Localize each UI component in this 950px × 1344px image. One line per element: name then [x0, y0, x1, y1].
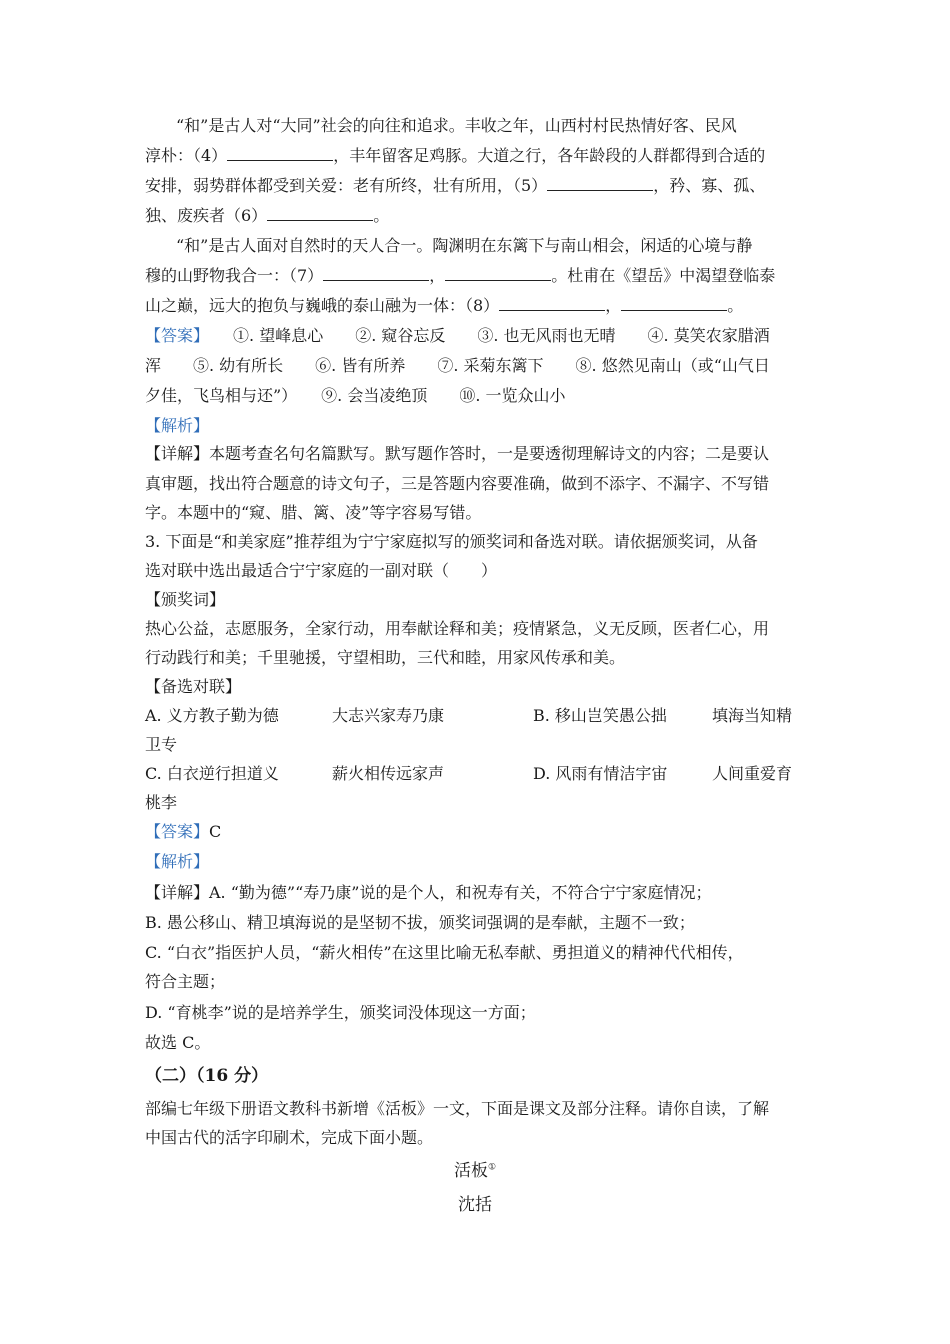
para2-line2: [145, 266, 775, 286]
answer-value: C: [209, 822, 222, 841]
answer-text: ①. 望峰息心 ②. 窥谷忘反 ③. 也无风雨也无晴 ④. 莫笑农家腊酒: [233, 326, 770, 345]
text: 穆的山野物我合一：（7）: [145, 266, 324, 285]
option-c-upper[interactable]: C. 白衣逆行担道义: [145, 764, 279, 783]
answer1-line3: 夕佳，飞鸟相与还”） ⑨. 会当凌绝顶 ⑩. 一览众山小: [145, 386, 566, 405]
para1-line4: [145, 206, 389, 226]
award-line1: 热心公益，志愿服务，全家行动，用奉献诠释和美；疫情紧急，义无反顾，医者仁心，用: [145, 619, 770, 638]
option-d-lower-cont: 桃李: [145, 793, 178, 812]
text: 山之巅，远大的抱负与巍峨的泰山融为一体：（8）: [145, 296, 500, 315]
answer-tag: 【答案】: [145, 326, 210, 345]
para1-line3: [145, 176, 765, 196]
analysis2-line1: 【详解】A. “勤为德”“寿乃康”说的是个人，和祝寿有关，不符合宁宁家庭情况；: [145, 883, 712, 902]
article-title: [0, 1156, 950, 1181]
text: ，丰年留客足鸡豚。大道之行，各年龄段的人群都得到合适的: [333, 146, 766, 165]
para1-line1: “和”是古人对“大同”社会的向往和追求。丰收之年，山西村村民热情好客、民风: [176, 116, 737, 135]
fill-blank-4[interactable]: [227, 146, 333, 161]
option-a-upper[interactable]: A. 义方教子勤为德: [145, 706, 279, 725]
couplet-title: 【备选对联】: [145, 677, 242, 696]
option-c-lower: 薪火相传远家声: [332, 764, 445, 783]
fill-blank-6[interactable]: [267, 206, 373, 221]
text: ，矜、寡、孤、: [653, 176, 766, 195]
answer2-line: [145, 822, 221, 842]
fill-blank-8b[interactable]: [621, 296, 727, 311]
q3-line1: 3. 下面是“和美家庭”推荐组为宁宁家庭拟写的颁奖词和备选对联。请依据颁奖词，从备: [145, 532, 758, 551]
award-title: 【颁奖词】: [145, 590, 226, 609]
text: ，: [429, 266, 446, 285]
option-b-lower: 填海当知精: [712, 706, 793, 725]
text: 安排，弱势群体都受到关爱：老有所终，壮有所用，（5）: [145, 176, 548, 195]
section-heading: （二）（16 分）: [145, 1066, 269, 1086]
analysis-tag: 【解析】: [145, 416, 210, 435]
text: 。: [373, 206, 390, 225]
option-b-lower-cont: 卫专: [145, 735, 178, 754]
fill-blank-5[interactable]: [547, 176, 653, 191]
fill-blank-8a[interactable]: [499, 296, 605, 311]
award-line2: 行动践行和美；千里驰援，守望相助，三代和睦，用家风传承和美。: [145, 648, 626, 667]
para2-line1: “和”是古人面对自然时的天人合一。陶渊明在东篱下与南山相会，闲适的心境与静: [176, 236, 753, 255]
option-d-upper[interactable]: D. 风雨有情洁宇宙: [533, 764, 668, 783]
analysis1-line3: 字。本题中的“窥、腊、篱、凌”等字容易写错。: [145, 503, 482, 522]
analysis2-line6: 故选 C。: [145, 1033, 211, 1052]
analysis2-line5: D. “育桃李”说的是培养学生，颁奖词没体现这一方面；: [145, 1003, 536, 1022]
option-a-lower: 大志兴家寿乃康: [332, 706, 445, 725]
answer-tag: 【答案】: [145, 822, 210, 841]
para2-line3: [145, 296, 743, 316]
analysis1-line1: 【详解】本题考查名句名篇默写。默写题作答时，一是要透彻理解诗文的内容；二是要认: [145, 444, 770, 463]
q3-line2: 选对联中选出最适合宁宁家庭的一副对联（ ）: [145, 561, 498, 580]
option-b-upper[interactable]: B. 移山岂笑愚公拙: [533, 706, 667, 725]
analysis1-line2: 真审题，找出符合题意的诗文句子，三是答题内容要准确，做到不添字、不漏字、不写错: [145, 474, 770, 493]
text: ，: [605, 296, 622, 315]
footnote-marker[interactable]: ①: [487, 1162, 497, 1173]
answer1-line1: [145, 326, 770, 346]
option-d-lower: 人间重爱育: [712, 764, 793, 783]
article-author: 沈括: [458, 1195, 492, 1215]
analysis2-line2: B. 愚公移山、精卫填海说的是坚韧不拔，颁奖词强调的是奉献，主题不一致；: [145, 913, 695, 932]
answer1-line2: 浑 ⑤. 幼有所长 ⑥. 皆有所养 ⑦. 采菊东篱下 ⑧. 悠然见南山（或“山气日: [145, 356, 770, 375]
title-text: 活板: [453, 1161, 488, 1181]
section2-line2: 中国古代的活字印刷术，完成下面小题。: [145, 1128, 434, 1147]
text: 独、废疾者（6）: [145, 206, 268, 225]
analysis2-line4: 符合主题；: [145, 972, 226, 991]
section2-line1: 部编七年级下册语文教科书新增《活板》一文，下面是课文及部分注释。请你自读，了解: [145, 1099, 770, 1118]
analysis-tag: 【解析】: [145, 852, 210, 871]
para1-line2: [145, 146, 765, 166]
fill-blank-7a[interactable]: [323, 266, 429, 281]
text: 。: [727, 296, 744, 315]
text: 淳朴：（4）: [145, 146, 228, 165]
fill-blank-7b[interactable]: [445, 266, 551, 281]
analysis2-line3: C. “白衣”指医护人员，“薪火相传”在这里比喻无私奉献、勇担道义的精神代代相传，: [145, 943, 744, 962]
text: 。杜甫在《望岳》中渴望登临泰: [551, 266, 776, 285]
